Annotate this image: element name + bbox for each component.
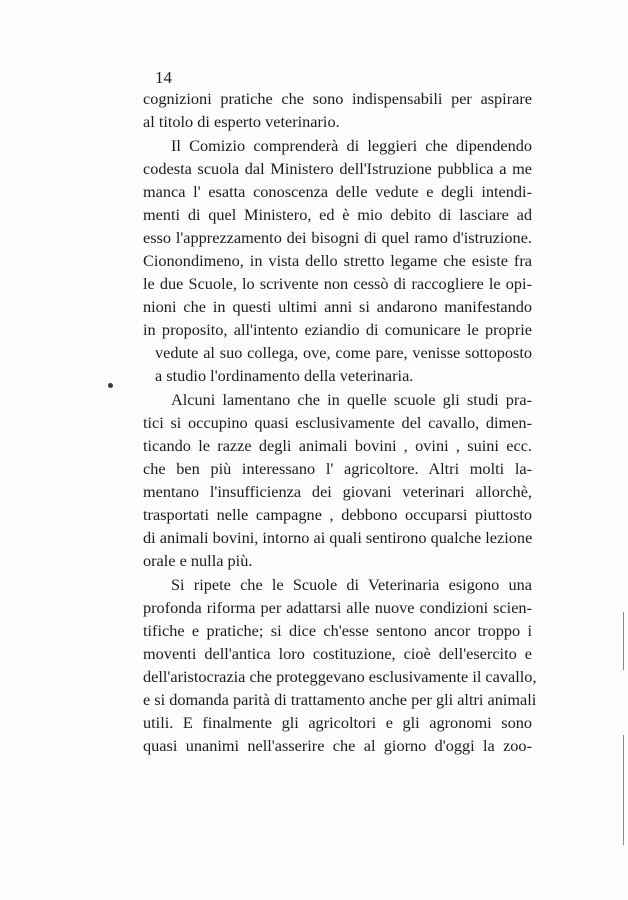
text-line: che ben più interessano l' agricoltore. Altri molti la- (143, 459, 532, 478)
text-line: vedute al suo collega, ove, come pare, venisse sottoposto (155, 343, 532, 362)
text-line: Si ripete che le Scuole di Veterinaria esigono una (171, 575, 532, 594)
text-line: in proposito, all'intento eziandio di comunicare le proprie (143, 320, 532, 339)
text-line: utili. E finalmente gli agricoltori e gli agronomi sono (143, 713, 532, 732)
paragraph (143, 573, 537, 757)
edge-mark (623, 612, 624, 670)
paragraph (143, 87, 532, 133)
text-line: e si domanda parità di trattamento anche per gli altri animali (143, 690, 537, 709)
paragraph (143, 134, 532, 387)
text-line: codesta scuola dal Ministero dell'Istruzione pubblica a me (143, 159, 532, 178)
text-line: ticando le razze degli animali bovini , ovini , suini ecc. (143, 436, 532, 455)
text-line: tici si occupino quasi esclusivamente del cavallo, dimen- (143, 413, 532, 432)
page-number: 14 (155, 68, 172, 87)
text-line: trasportati nelle campagne , debbono occuparsi piuttosto (143, 505, 532, 524)
text-line: dell'aristocrazia che proteggevano esclusivamente il cavallo, (143, 667, 537, 686)
paragraph (143, 388, 532, 572)
text-block (143, 87, 537, 757)
text-line: quasi unanimi nell'asserire che al giorno d'oggi la zoo- (143, 736, 532, 755)
text-line: orale e nulla più. (143, 551, 253, 570)
margin-dot (108, 383, 113, 388)
text-line: tifiche e pratiche; si dice ch'esse sentono ancor troppo i (143, 621, 532, 640)
text-line: menti di quel Ministero, ed è mio debito di lasciare ad (143, 205, 532, 224)
text-line: profonda riforma per adattarsi alle nuove condizioni scien- (143, 598, 532, 617)
text-line: mentano l'insufficienza dei giovani veterinari allorchè, (143, 482, 532, 501)
text-line: Alcuni lamentano che in quelle scuole gli studi pra- (171, 390, 532, 409)
text-line: Il Comizio comprenderà di leggieri che dipendendo (171, 136, 532, 155)
text-line: cognizioni pratiche che sono indispensabili per aspirare (143, 89, 532, 108)
text-line: moventi dell'antica loro costituzione, cioè dell'esercito e (143, 644, 532, 663)
text-line: Cionondimeno, in vista dello stretto legame che esiste fra (143, 251, 532, 270)
text-line: manca l' esatta conoscenza delle vedute e degli intendi- (143, 182, 532, 201)
text-line: esso l'apprezzamento dei bisogni di quel ramo d'istruzione. (143, 228, 532, 247)
text-line: le due Scuole, lo scrivente non cessò di raccogliere le opi- (143, 274, 532, 293)
text-line: a studio l'ordinamento della veterinaria. (155, 366, 414, 385)
text-line: nioni che in questi ultimi anni si andarono manifestando (143, 297, 532, 316)
edge-mark (623, 735, 624, 845)
text-line: di animali bovini, intorno ai quali sentirono qualche lezione (143, 528, 533, 547)
text-line: al titolo di esperto veterinario. (143, 112, 340, 131)
